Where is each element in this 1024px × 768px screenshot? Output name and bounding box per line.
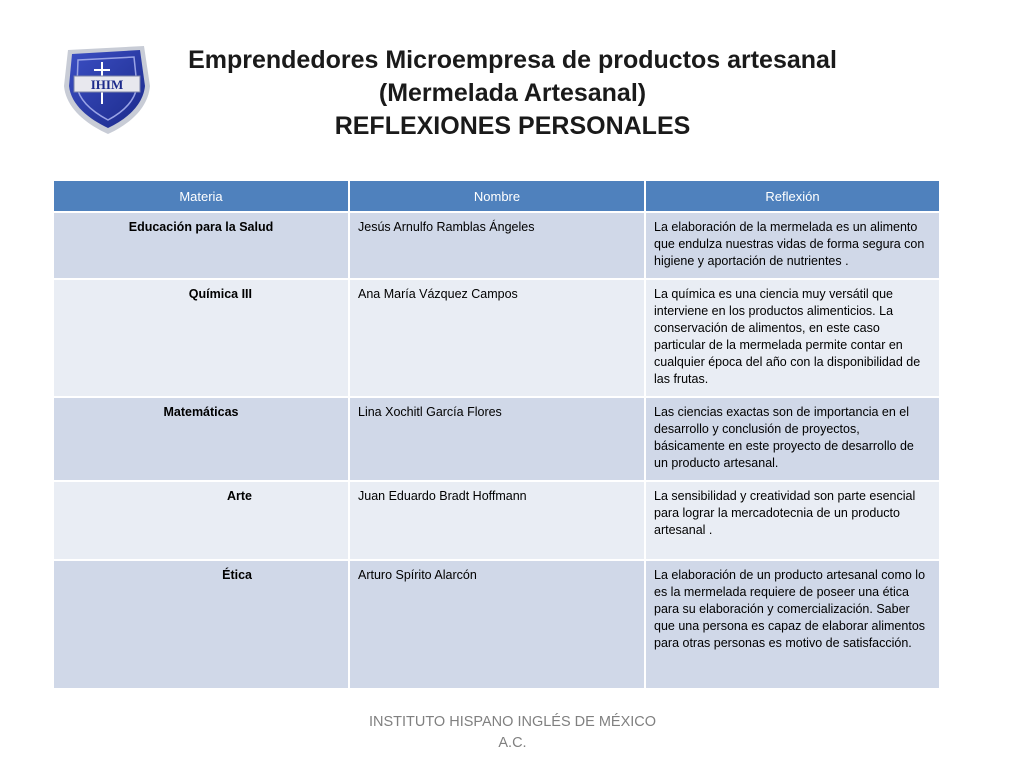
logo-text: IHIM	[90, 77, 124, 92]
title-line-1: Emprendedores Microempresa de productos artesanal	[188, 46, 837, 74]
cell-materia: Química III	[53, 279, 349, 397]
cell-materia: Educación para la Salud	[53, 212, 349, 279]
table-row	[53, 212, 940, 279]
page-title	[150, 44, 875, 143]
cell-reflexion: La sensibilidad y creatividad son parte esencial para lograr la mercadotecnia de un producto artesanal .	[645, 481, 940, 560]
school-shield-logo	[58, 42, 154, 136]
cell-nombre: Juan Eduardo Bradt Hoffmann	[349, 481, 645, 560]
cell-reflexion: La elaboración de la mermelada es un alimento que endulza nuestras vidas de forma segura con higiene y aportación de nutrientes .	[645, 212, 940, 279]
cell-nombre: Ana María Vázquez Campos	[349, 279, 645, 397]
cell-nombre: Arturo Spírito Alarcón	[349, 560, 645, 689]
cell-nombre: Jesús Arnulfo Ramblas Ángeles	[349, 212, 645, 279]
table-row	[53, 279, 940, 397]
table-row	[53, 560, 940, 689]
cell-reflexion: Las ciencias exactas son de importancia en el desarrollo y conclusión de proyectos, básicamente en este proyecto de desarrollo de un producto artesanal.	[645, 397, 940, 481]
table-header-row	[53, 180, 940, 212]
footer-line-1: INSTITUTO HISPANO INGLÉS DE MÉXICO	[368, 714, 657, 730]
cell-materia: Matemáticas	[53, 397, 349, 481]
table-row	[53, 397, 940, 481]
cell-materia: Ética	[53, 560, 349, 689]
reflections-table	[52, 179, 941, 690]
table-row	[53, 481, 940, 560]
header-materia: Materia	[53, 180, 349, 212]
title-line-3: REFLEXIONES PERSONALES	[334, 112, 691, 140]
title-line-2: (Mermelada Artesanal)	[378, 79, 647, 107]
cell-nombre: Lina Xochitl García Flores	[349, 397, 645, 481]
cell-reflexion: La elaboración de un producto artesanal como lo es la mermelada requiere de poseer una ética para su elaboración y comercialización. Saber que una persona es capaz de elaborar alimentos para otras personas es motivo de satisfacción.	[645, 560, 940, 689]
cell-reflexion: La química es una ciencia muy versátil que interviene en los productos alimenticios. La conservación de alimentos, en este caso particular de la mermelada permite contar en cualquier época del año con la disponibilidad de las frutas.	[645, 279, 940, 397]
footer-institution	[355, 712, 670, 754]
footer-line-2: A.C.	[498, 735, 527, 751]
header-nombre: Nombre	[349, 180, 645, 212]
cell-materia: Arte	[53, 481, 349, 560]
header-reflexion: Reflexión	[645, 180, 940, 212]
